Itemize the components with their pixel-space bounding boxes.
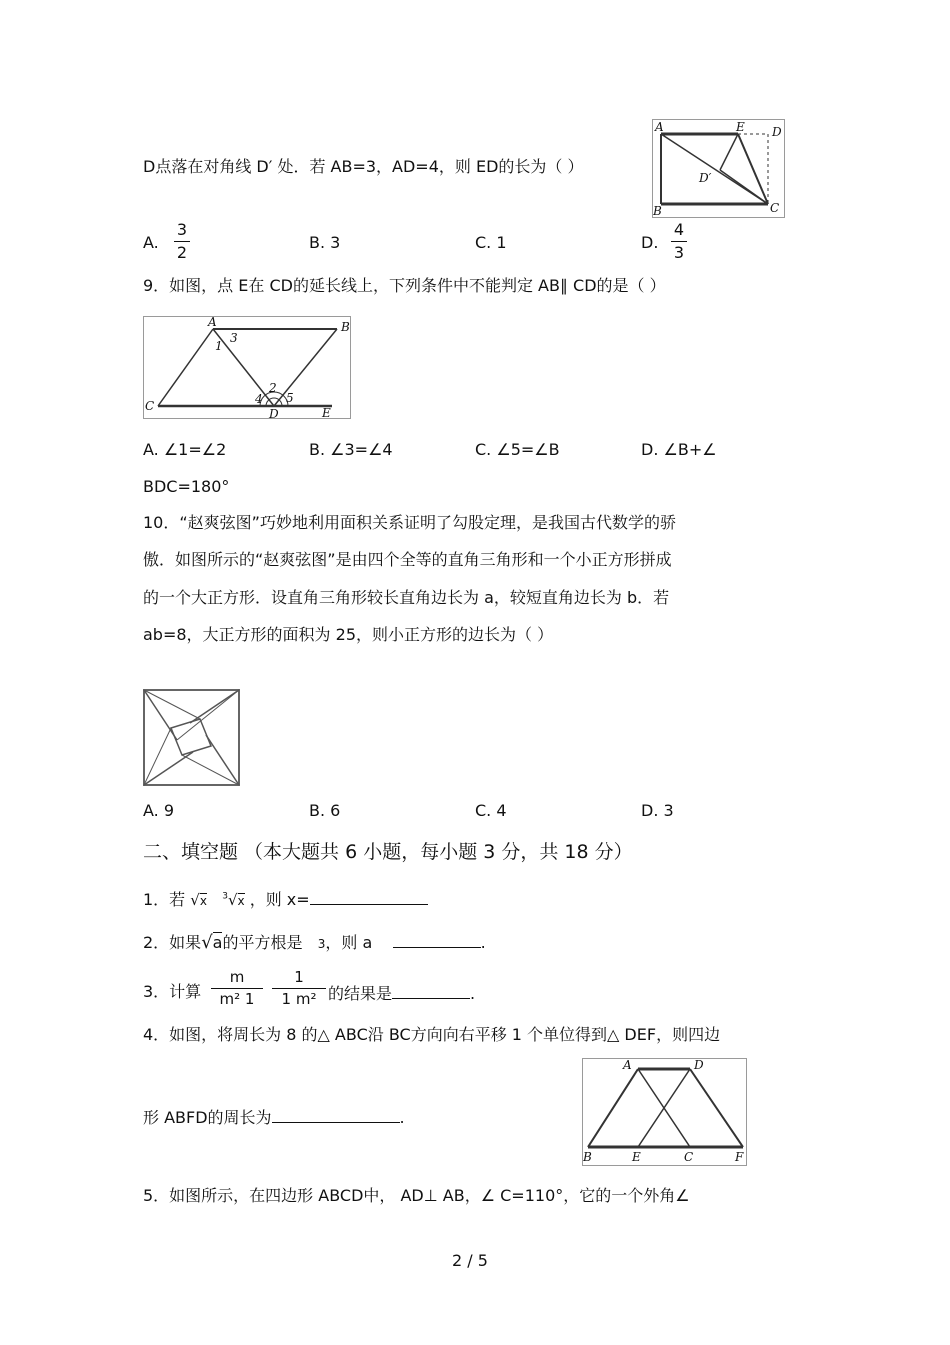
fill-4-line-1: 4．如图，将周长为 8 的△ ABC沿 BC方向向右平移 1 个单位得到△ DEF，则四边 xyxy=(143,1025,721,1044)
q8-option-a-label: A. xyxy=(143,233,159,252)
label-B: B xyxy=(653,204,662,217)
fill-4-line-2: 形 ABFD的周长为 . xyxy=(143,1108,405,1127)
label-D: D xyxy=(694,1059,704,1072)
frac-numerator: m xyxy=(229,968,245,986)
q10-line-4: ab=8，大正方形的面积为 25，则小正方形的边长为（ ） xyxy=(143,625,554,644)
label-2: 2 xyxy=(269,381,277,395)
zhao-shuang-diagram xyxy=(143,689,240,786)
parallel-lines-diagram xyxy=(144,317,350,418)
cube-root-symbol: √ xyxy=(227,891,238,909)
label-A: A xyxy=(655,120,664,134)
fill-2-mid: 的平方根是 xyxy=(222,933,303,952)
fill-5-line-1: 5．如图所示，在四边形 ABCD中， AD⊥ AB，∠ C=110°，它的一个外角∠ xyxy=(143,1186,690,1205)
label-C: C xyxy=(684,1150,694,1164)
label-5: 5 xyxy=(286,391,294,405)
q8-stem: D点落在对角线 D′ 处．若 AB=3，AD=4，则 ED的长为（ ） xyxy=(143,157,584,176)
q9-option-d: D. ∠B+∠ xyxy=(641,440,717,459)
q9-option-c: C. ∠5=∠B xyxy=(475,440,560,459)
q8-option-c: C. 1 xyxy=(475,233,507,252)
q8-option-b: B. 3 xyxy=(309,233,341,252)
rectangle-fold-diagram xyxy=(653,120,784,217)
radicand-1: x xyxy=(199,894,207,908)
label-E: E xyxy=(632,1150,641,1164)
label-F: F xyxy=(735,1150,744,1164)
fill-3-prefix: 3．计算 xyxy=(143,982,202,1001)
translated-triangle-diagram xyxy=(583,1059,746,1165)
cube-root-index: 3 xyxy=(222,891,228,902)
q9-option-d-continued: BDC=180° xyxy=(143,477,230,496)
label-A: A xyxy=(623,1059,632,1072)
frac-bar xyxy=(272,988,326,989)
fill-2-value: 3 xyxy=(317,937,326,951)
frac-numerator: 4 xyxy=(673,220,685,239)
q10-line-2: 傲．如图所示的“赵爽弦图”是由四个全等的直角三角形和一个小正方形拼成 xyxy=(143,550,672,569)
frac-bar xyxy=(211,988,263,989)
frac-numerator: 3 xyxy=(176,220,188,239)
q8-option-d-label: D. xyxy=(641,233,659,252)
fill-1 xyxy=(143,890,428,908)
sqrt-symbol: √ xyxy=(190,891,200,909)
q10-option-a: A. 9 xyxy=(143,801,175,820)
frac-bar xyxy=(174,241,190,242)
q9-option-a: A. ∠1=∠2 xyxy=(143,440,227,459)
q9-figure xyxy=(143,316,351,419)
label-3: 3 xyxy=(230,331,238,345)
q10-figure xyxy=(143,689,240,786)
q8-figure xyxy=(652,119,785,218)
label-D: D xyxy=(269,407,279,418)
label-C: C xyxy=(770,201,780,215)
label-1: 1 xyxy=(215,339,223,353)
answer-blank[interactable] xyxy=(392,984,470,999)
frac-denominator: 1 m² xyxy=(281,990,317,1008)
label-B: B xyxy=(341,320,350,334)
fill-3-fraction-2 xyxy=(272,970,326,1007)
label-D-prime: D′ xyxy=(699,171,712,185)
fill-2: 2．如果√a的平方根是 3，则 a . xyxy=(143,932,486,953)
label-E: E xyxy=(322,406,331,418)
fill-3-fraction-1 xyxy=(211,970,263,1007)
fill-1-suffix: ，则 x= xyxy=(249,890,310,909)
label-E: E xyxy=(736,120,745,134)
frac-denominator: 2 xyxy=(176,243,188,262)
fill-2-prefix: 2．如果 xyxy=(143,933,202,952)
label-D: D xyxy=(772,125,782,139)
radicand-a: a xyxy=(212,933,223,952)
q8-option-a-fraction xyxy=(174,222,190,261)
label-4: 4 xyxy=(255,392,263,406)
answer-blank[interactable] xyxy=(272,1108,400,1123)
q9-option-b: B. ∠3=∠4 xyxy=(309,440,393,459)
q10-option-d: D. 3 xyxy=(641,801,674,820)
fill-3-suffix-text: 的结果是 xyxy=(328,984,393,1003)
frac-numerator: 1 xyxy=(294,968,304,986)
fill-3-suffix: 的结果是 . xyxy=(328,984,476,1003)
sqrt-symbol: √ xyxy=(201,932,213,953)
fill-4-line-2-text: 形 ABFD的周长为 xyxy=(143,1108,272,1127)
frac-denominator: 3 xyxy=(673,243,685,262)
radicand-2: x xyxy=(237,894,245,908)
page-number: 2 / 5 xyxy=(452,1251,488,1270)
q8-option-d-fraction xyxy=(671,222,687,261)
frac-denominator: m² 1 xyxy=(219,990,255,1008)
q9-stem: 9．如图，点 E在 CD的延长线上，下列条件中不能判定 AB∥ CD的是（ ） xyxy=(143,276,666,295)
label-C: C xyxy=(145,399,155,413)
frac-bar xyxy=(671,241,687,242)
q10-option-b: B. 6 xyxy=(309,801,341,820)
q10-option-c: C. 4 xyxy=(475,801,507,820)
section-2-title: 二、填空题 （本大题共 6 小题，每小题 3 分，共 18 分） xyxy=(143,841,633,863)
answer-blank[interactable] xyxy=(310,890,428,905)
q10-line-1: 10．“赵爽弦图”巧妙地利用面积关系证明了勾股定理，是我国古代数学的骄 xyxy=(143,513,676,532)
label-A: A xyxy=(208,317,217,329)
answer-blank[interactable] xyxy=(393,933,481,948)
q10-line-3: 的一个大正方形．设直角三角形较长直角边长为 a，较短直角边长为 b．若 xyxy=(143,588,670,607)
fill-1-prefix: 1．若 xyxy=(143,890,186,909)
fill-4-figure xyxy=(582,1058,747,1166)
fill-2-suffix: ，则 a xyxy=(325,933,373,952)
label-B: B xyxy=(583,1150,592,1164)
